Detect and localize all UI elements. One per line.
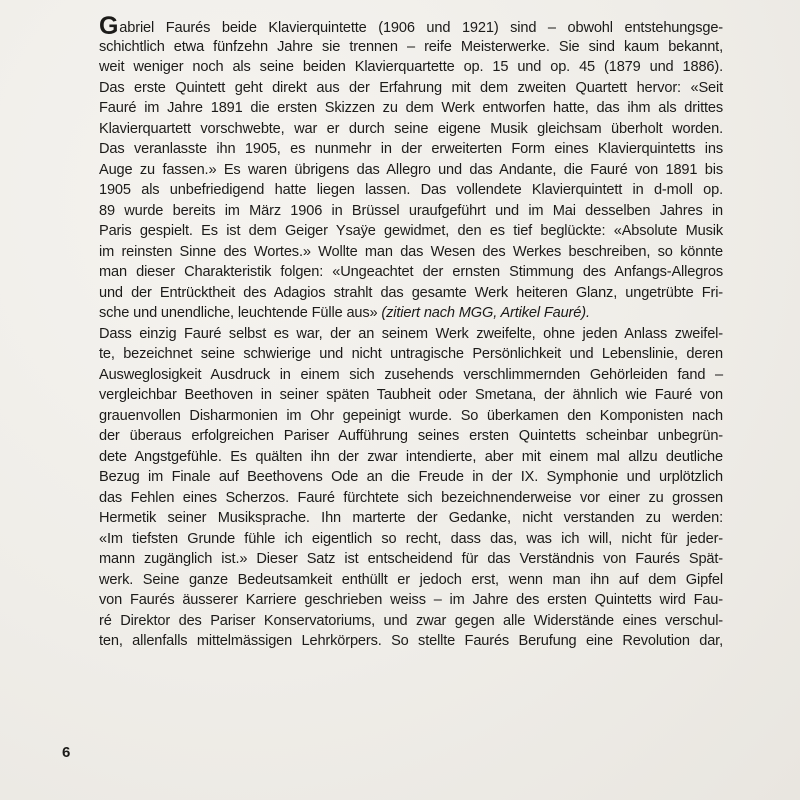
text-line: weit weniger noch als seine beiden Klavierquartette op. 15 und op. 45 (1879 und 1886).	[99, 59, 723, 75]
page-number: 6	[62, 744, 71, 761]
text-line: ré Direktor des Pariser Konservatoriums, und zwar gegen alle Widerstände eines verschul-	[99, 612, 723, 629]
text-line: Das erste Quintett geht direkt aus der Erfahrung mit dem zweiten Quartett hervor: «Seit	[99, 79, 723, 96]
text-line: Paris gespielt. Es ist dem Geiger Ysaÿe gewidmet, den es tief beglückte: «Absolute Musik	[99, 223, 723, 239]
text-line: sche und unendliche, leuchtende Fülle aus» (zitiert nach MGG, Artikel Fauré).	[99, 305, 590, 321]
text-line: im reinsten Sinne des Wortes.» Wollte man das Wesen des Werkes beschreiben, so könnte	[99, 243, 723, 260]
text-line: dete Angstgefühle. Es quälten ihn der zwar intendierte, aber mit einem mal allzu deutliche	[99, 448, 723, 465]
text-line: werk. Seine ganze Bedeutsamkeit enthüllt er jedoch erst, wenn man ihn auf dem Gipfel	[99, 571, 723, 588]
text-line: Dass einzig Fauré selbst es war, der an seinem Werk zweifelte, ohne jeden Anlass zweifel-	[99, 325, 723, 342]
text-line: Fauré im Jahre 1891 die ersten Skizzen zu dem Werk entworfen hatte, das ihm als drittes	[99, 100, 723, 116]
text-line: 1905 als unbefriedigend hatte liegen lassen. Das vollendete Klavierquintett in d-moll op.	[99, 182, 723, 198]
paragraph-2	[99, 324, 723, 652]
text-line: ten, allenfalls mittelmässigen Lehrkörpers. So stellte Faurés Berufung eine Revolution dar,	[99, 633, 723, 649]
text-line: Klavierquartett vorschwebte, war er durch seine eigene Musik gleichsam überholt worden.	[99, 120, 723, 137]
text-line: Auge zu fassen.» Es waren übrigens das Allegro und das Andante, die Fauré von 1891 bis	[99, 161, 723, 178]
text-line: Hermetik seiner Musiksprache. Ihn marterte der Gedanke, nicht verstanden zu werden:	[99, 510, 723, 526]
text-line: 89 wurde bereits im März 1906 in Brüssel uraufgeführt und im Mai desselben Jahres in	[99, 202, 723, 219]
text-line: Ausweglosigkeit Ausdruck in einem sich zusehends verschlimmernden Gehörleiden fand –	[99, 366, 723, 383]
text-line: von Faurés äusserer Karriere geschrieben weiss – im Jahre des ersten Quintetts wird Fau-	[99, 592, 723, 608]
body-text	[99, 12, 723, 652]
text-line: Gabriel Faurés beide Klavierquintette (1906 und 1921) sind – obwohl entstehungsge-	[99, 12, 723, 40]
text-line: grauenvollen Disharmonien im Ohr gepeinigt wurde. So überkamen den Komponisten nach	[99, 407, 723, 424]
text-line: «Im tiefsten Grunde fühle ich eigentlich so recht, dass das, was ich will, nicht für jeder-	[99, 530, 723, 547]
text-line: vergleichbar Beethoven in seiner späten Taubheit oder Smetana, der ähnlich wie Fauré von	[99, 387, 723, 403]
text-line: mann zugänglich ist.» Dieser Satz ist entscheidend für das Verständnis von Faurés Spät-	[99, 551, 723, 567]
text-line: te, bezeichnet seine schwierige und nicht untragische Persönlichkeit und Lebenslinie, deren	[99, 346, 723, 362]
text-line: Das veranlasste ihn 1905, es nunmehr in der erweiterten Form eines Klavierquintetts ins	[99, 141, 723, 157]
text-line: das Fehlen eines Scherzos. Fauré fürchtete sich bezeichnenderweise vor einer zu grossen	[99, 489, 723, 506]
paragraph-1	[99, 12, 723, 324]
text-line: und der Entrücktheit des Adagios strahlt das gesamte Werk heiteren Glanz, ungetrübte Fri-	[99, 284, 723, 301]
drop-cap: G	[99, 12, 119, 40]
text-line: der überaus erfolgreichen Pariser Aufführung seines ersten Quintetts scheinbar unbegrün-	[99, 428, 723, 444]
text-line: man dieser Charakteristik folgen: «Ungeachtet der ernsten Stimmung des Anfangs-Allegros	[99, 264, 723, 280]
citation: (zitiert nach MGG, Artikel Fauré).	[377, 305, 590, 321]
text-line: Bezug im Finale auf Beethovens Ode an die Freude in der IX. Symphonie und urplötzlich	[99, 469, 723, 485]
text-line: schichtlich etwa fünfzehn Jahre sie trennen – reife Meisterwerke. Sie sind kaum bekannt,	[99, 38, 723, 55]
